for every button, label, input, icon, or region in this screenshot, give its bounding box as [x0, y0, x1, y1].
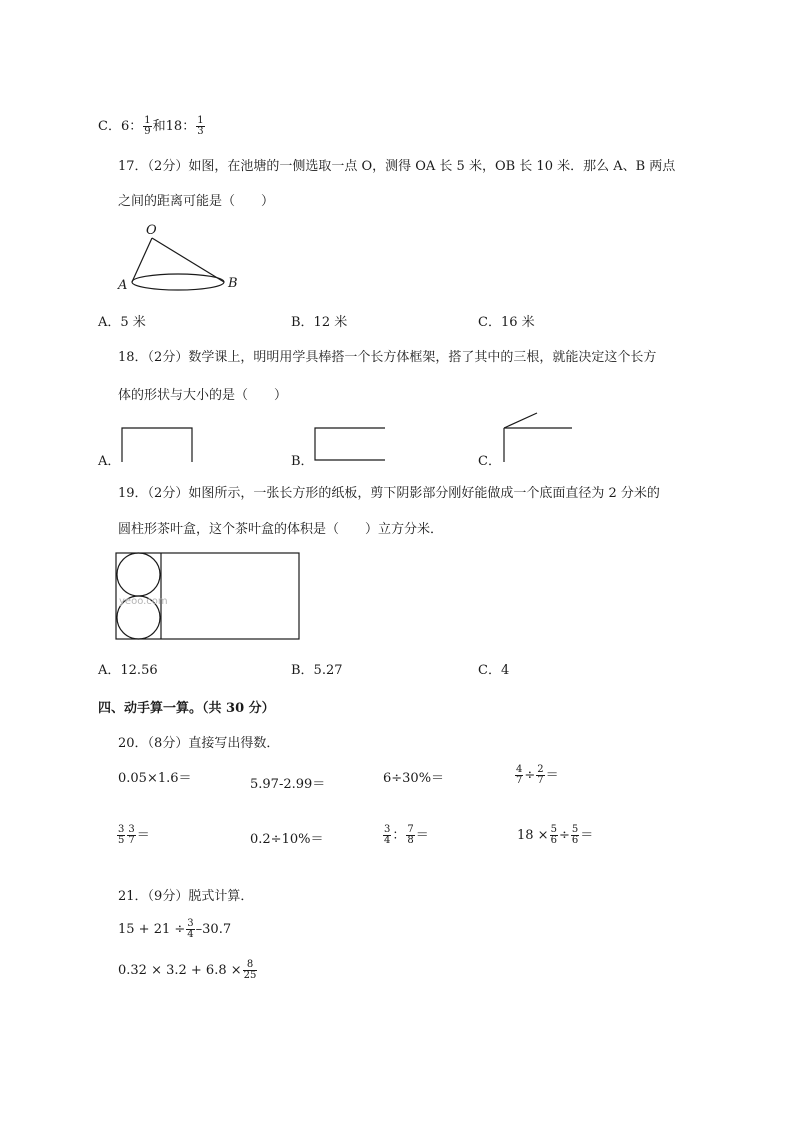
q20-title: 20．（8分）直接写出得数． — [118, 736, 280, 751]
q17-option-c: C．16 米 — [478, 315, 535, 330]
q18-option-a: A． — [98, 454, 121, 469]
section-title: 四、动手算一算。（共 30 分） — [98, 701, 275, 716]
q20-item-4: $\frac{4}{7}$ ÷ $\frac{2}{7}$ ＝ — [516, 764, 559, 786]
fraction: $\frac{1}{9}$ — [144, 115, 151, 137]
q20-item-2: 5.97-2.99＝ — [250, 777, 326, 792]
q20-item-3: 6÷30%＝ — [383, 771, 445, 786]
q17-option-a: A．5 米 — [98, 315, 146, 330]
q18-option-b: B． — [291, 454, 314, 469]
q19-option-b: B．5.27 — [291, 663, 343, 678]
watermark: yeoo.com — [119, 596, 168, 607]
q18-figure-a — [120, 426, 195, 464]
q17-pond-figure — [112, 220, 242, 295]
q19-option-a: A．12.56 — [98, 663, 158, 678]
q20-item-1: 0.05×1.6＝ — [118, 771, 192, 786]
q17-stem-line2: 之间的距离可能是（ ） — [118, 194, 275, 209]
q17-stem-line1: 17．（2分）如图，在池塘的一侧选取一点 O，测得 OA 长 5 米，OB 长 10 米．那么 A、B 两点 — [118, 159, 676, 174]
q19-stem-line1: 19．（2分）如图所示，一张长方形的纸板，剪下阴影部分刚好能做成一个底面直径为 2 分米的 — [118, 486, 660, 501]
q16-option-c: C．6： $\frac{1}{9}$ 和18： $\frac{1}{3}$ — [98, 115, 204, 137]
q21-expression-2: 0.32 × 3.2 + 6.8 × $\frac{8}{25}$ — [118, 959, 257, 981]
q19-option-c: C．4 — [478, 663, 510, 678]
label-b: B — [228, 276, 238, 291]
q18-figure-b — [313, 426, 388, 464]
q19-stem-line2: 圆柱形茶叶盒，这个茶叶盒的体积是（ ）立方分米． — [118, 522, 444, 537]
q18-option-c: C． — [478, 454, 501, 469]
q21-expression-1: 15 + 21 ÷ $\frac{3}{4}$ –30.7 — [118, 918, 232, 940]
q18-stem-line1: 18．（2分）数学课上，明明用学具棒搭一个长方体框架，搭了其中的三根，就能决定这个长方 — [118, 350, 657, 365]
q21-title: 21．（9分）脱式计算． — [118, 889, 254, 904]
q17-option-b: B．12 米 — [291, 315, 348, 330]
fraction: $\frac{1}{3}$ — [197, 115, 204, 137]
label-a: A — [118, 278, 128, 293]
q20-item-7: $\frac{3}{4}$ ： $\frac{7}{8}$ ＝ — [384, 824, 429, 846]
q20-item-5: $\frac{3}{5}$ $\frac{3}{7}$ ＝ — [118, 824, 150, 846]
q18-stem-line2: 体的形状与大小的是（ ） — [118, 388, 288, 403]
q18-figure-c — [500, 410, 575, 464]
label-o: O — [146, 223, 157, 238]
q20-item-6: 0.2÷10%＝ — [250, 832, 324, 847]
q20-item-8: 18 × $\frac{5}{6}$ ÷ $\frac{5}{6}$ ＝ — [517, 824, 594, 846]
